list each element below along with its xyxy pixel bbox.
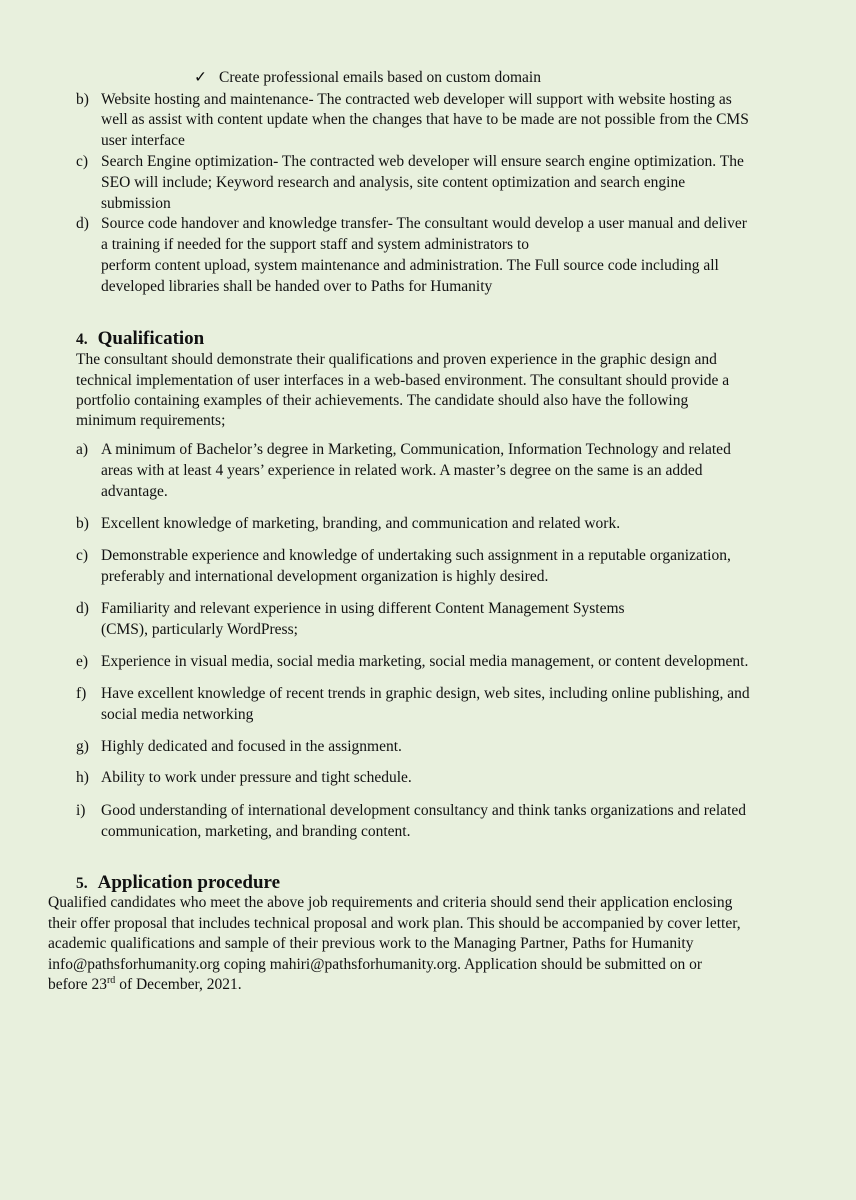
paragraph-line: minimum requirements; (76, 412, 226, 429)
paragraph-line-deadline (48, 975, 242, 995)
list-marker: b) (76, 91, 89, 108)
list-item-line: submission (101, 195, 171, 212)
list-marker: d) (76, 215, 89, 232)
section-number: 5. (76, 875, 88, 892)
list-marker: h) (76, 769, 89, 786)
list-item-line: Highly dedicated and focused in the assignment. (101, 738, 402, 755)
check-item-text: Create professional emails based on custom domain (219, 69, 541, 86)
list-item-line: advantage. (101, 483, 168, 500)
section-heading-qualification (76, 328, 204, 351)
list-item-line: Good understanding of international development consultancy and think tanks organizations and related (101, 802, 746, 819)
paragraph-line: technical implementation of user interfaces in a web-based environment. The consultant should provide a (76, 372, 730, 389)
ordinal-suffix: rd (106, 974, 116, 986)
section-title: Application procedure (97, 872, 281, 893)
list-item-line: perform content upload, system maintenance and administration. The Full source code including all (101, 257, 719, 274)
list-marker: e) (76, 653, 89, 670)
list-marker: c) (76, 153, 89, 170)
list-item-line: user interface (101, 132, 185, 149)
paragraph-line: info@pathsforhumanity.org coping mahiri@pathsforhumanity.org. Application should be submitted on or (48, 956, 703, 973)
paragraph-line: their offer proposal that includes technical proposal and work plan. This should be accompanied by cover letter, (48, 915, 741, 932)
list-item-line: Search Engine optimization- The contracted web developer will ensure search engine optimization. The (101, 153, 744, 170)
list-item-line: Ability to work under pressure and tight schedule. (101, 769, 412, 786)
list-item-line: SEO will include; Keyword research and analysis, site content optimization and search engine (101, 174, 686, 191)
deadline-text-after: of December, 2021. (115, 976, 242, 993)
list-item-line: Have excellent knowledge of recent trends in graphic design, web sites, including online publishing, and (101, 685, 750, 702)
list-item-line: Demonstrable experience and knowledge of undertaking such assignment in a reputable organization, (101, 547, 731, 564)
list-marker: a) (76, 441, 89, 458)
list-marker: d) (76, 600, 89, 617)
list-item-line: areas with at least 4 years’ experience in related work. A master’s degree on the same is an added (101, 462, 703, 479)
section-heading-application (76, 872, 280, 895)
list-item-line: Familiarity and relevant experience in using different Content Management Systems (101, 600, 625, 617)
paragraph-line: academic qualifications and sample of their previous work to the Managing Partner, Paths for Humanity (48, 935, 694, 952)
list-item-line: well as assist with content update when the changes that have to be made are not possible from the CMS (101, 111, 749, 128)
list-marker: f) (76, 685, 87, 702)
list-marker: i) (76, 802, 86, 819)
paragraph-line: Qualified candidates who meet the above job requirements and criteria should send their application enclosing (48, 894, 733, 911)
paragraph-line: portfolio containing examples of their achievements. The candidate should also have the following (76, 392, 689, 409)
deadline-text-before: before 23 (48, 976, 107, 993)
section-title: Qualification (97, 328, 205, 349)
list-item-line: developed libraries shall be handed over to Paths for Humanity (101, 278, 493, 295)
checkmark-icon: ✓ (194, 69, 207, 86)
list-item-line: Excellent knowledge of marketing, branding, and communication and related work. (101, 515, 621, 532)
list-item-line: a training if needed for the support staff and system administrators to (101, 236, 530, 253)
list-item-line: Experience in visual media, social media marketing, social media management, or content development. (101, 653, 749, 670)
list-marker: c) (76, 547, 89, 564)
list-item-line: Source code handover and knowledge transfer- The consultant would develop a user manual and deliver (101, 215, 747, 232)
list-item-line: preferably and international development organization is highly desired. (101, 568, 549, 585)
list-marker: b) (76, 515, 89, 532)
list-item-line: social media networking (101, 706, 254, 723)
list-item-line: A minimum of Bachelor’s degree in Marketing, Communication, Information Technology and related (101, 441, 731, 458)
section-number: 4. (76, 331, 88, 348)
list-item-line: Website hosting and maintenance- The contracted web developer will support with website hosting as (101, 91, 732, 108)
list-marker: g) (76, 738, 89, 755)
list-item-line: communication, marketing, and branding content. (101, 823, 411, 840)
paragraph-line: The consultant should demonstrate their qualifications and proven experience in the graphic design and (76, 351, 717, 368)
list-item-line: (CMS), particularly WordPress; (101, 621, 298, 638)
